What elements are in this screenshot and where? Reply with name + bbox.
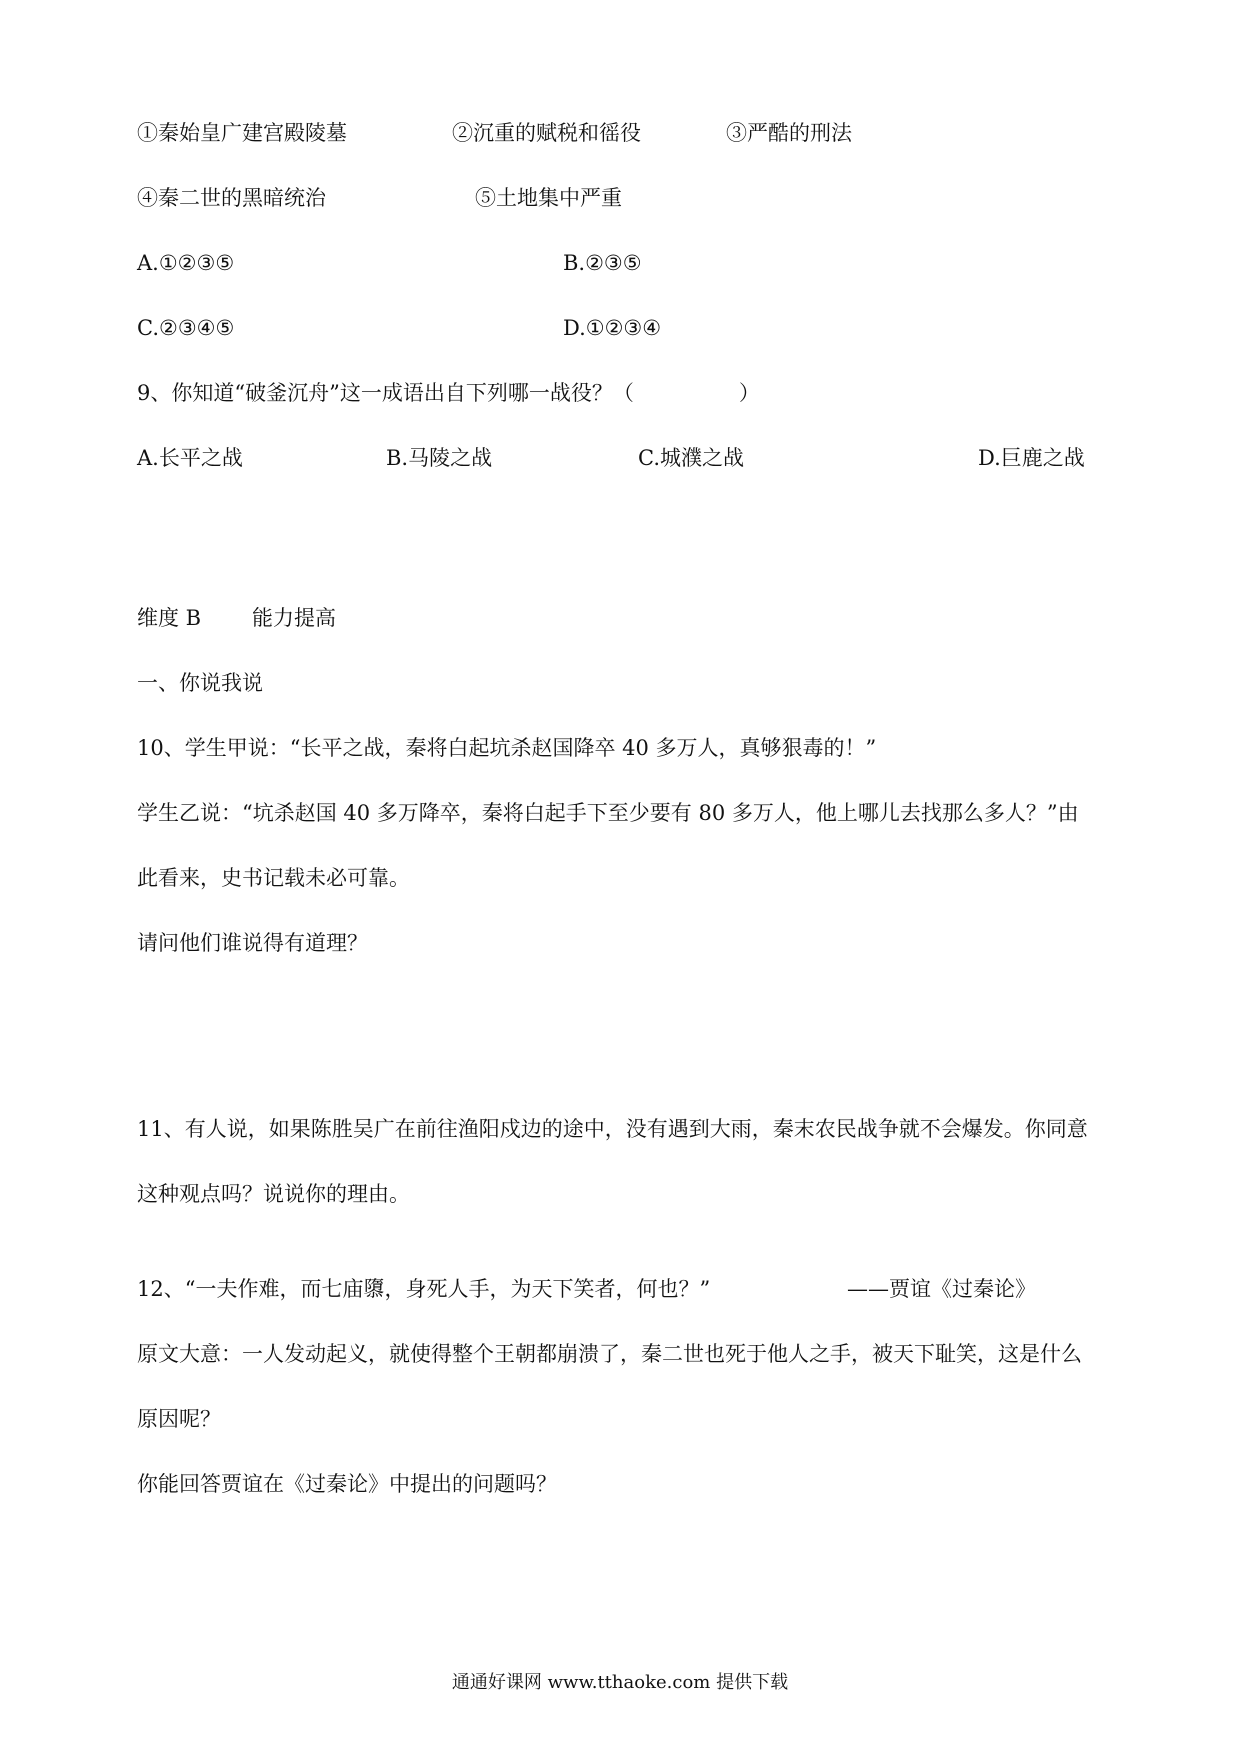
- q8-option-1: ①秦始皇广建宫殿陵墓: [137, 121, 347, 145]
- section-dimension-label: 维度 B: [137, 606, 202, 630]
- q10-question: 请问他们谁说得有道理？: [137, 931, 368, 955]
- q12-line-2: 原因呢？: [137, 1407, 221, 1431]
- q8-option-3: ③严酷的刑法: [726, 121, 852, 145]
- q12-quote: 12、“一夫作难，而七庙隳，身死人手，为天下笑者，何也？”: [137, 1277, 711, 1301]
- q12-question: 你能回答贾谊在《过秦论》中提出的问题吗？: [137, 1472, 557, 1496]
- q9-stem: 9、你知道“破釜沉舟”这一成语出自下列哪一战役？（ ）: [137, 381, 760, 405]
- q8-choice-a: A.①②③⑤: [137, 251, 235, 275]
- part-heading: 一、你说我说: [137, 671, 263, 695]
- q9-choice-b: B.马陵之战: [386, 446, 493, 470]
- section-title: 能力提高: [252, 606, 336, 630]
- q11-line-1: 11、有人说，如果陈胜吴广在前往渔阳戍边的途中，没有遇到大雨，秦末农民战争就不会爆发。你同意: [137, 1117, 1088, 1141]
- q10-line-1: 10、学生甲说：“长平之战，秦将白起坑杀赵国降卒 40 多万人，真够狠毒的！”: [137, 736, 877, 760]
- page-footer: 通通好课网 www.tthaoke.com 提供下载: [451, 1672, 789, 1693]
- q8-choice-c: C.②③④⑤: [137, 316, 235, 340]
- q8-choice-b: B.②③⑤: [563, 251, 642, 275]
- q10-line-2: 学生乙说：“坑杀赵国 40 多万降卒，秦将白起手下至少要有 80 多万人，他上哪儿去找那么多人？”由: [137, 801, 1079, 825]
- q9-choice-a: A.长平之战: [137, 446, 243, 470]
- q8-option-4: ④秦二世的黑暗统治: [137, 186, 326, 210]
- q12-source: ——贾谊《过秦论》: [847, 1277, 1036, 1301]
- q10-line-3: 此看来，史书记载未必可靠。: [137, 866, 410, 890]
- q8-choice-d: D.①②③④: [563, 316, 662, 340]
- q9-choice-c: C.城濮之战: [638, 446, 744, 470]
- q11-line-2: 这种观点吗？说说你的理由。: [137, 1182, 410, 1206]
- q9-choice-d: D.巨鹿之战: [978, 446, 1085, 470]
- q8-option-2: ②沉重的赋税和徭役: [452, 121, 641, 145]
- q8-option-5: ⑤土地集中严重: [475, 186, 622, 210]
- q12-line-1: 原文大意：一人发动起义，就使得整个王朝都崩溃了，秦二世也死于他人之手，被天下耻笑，这是什么: [137, 1342, 1082, 1366]
